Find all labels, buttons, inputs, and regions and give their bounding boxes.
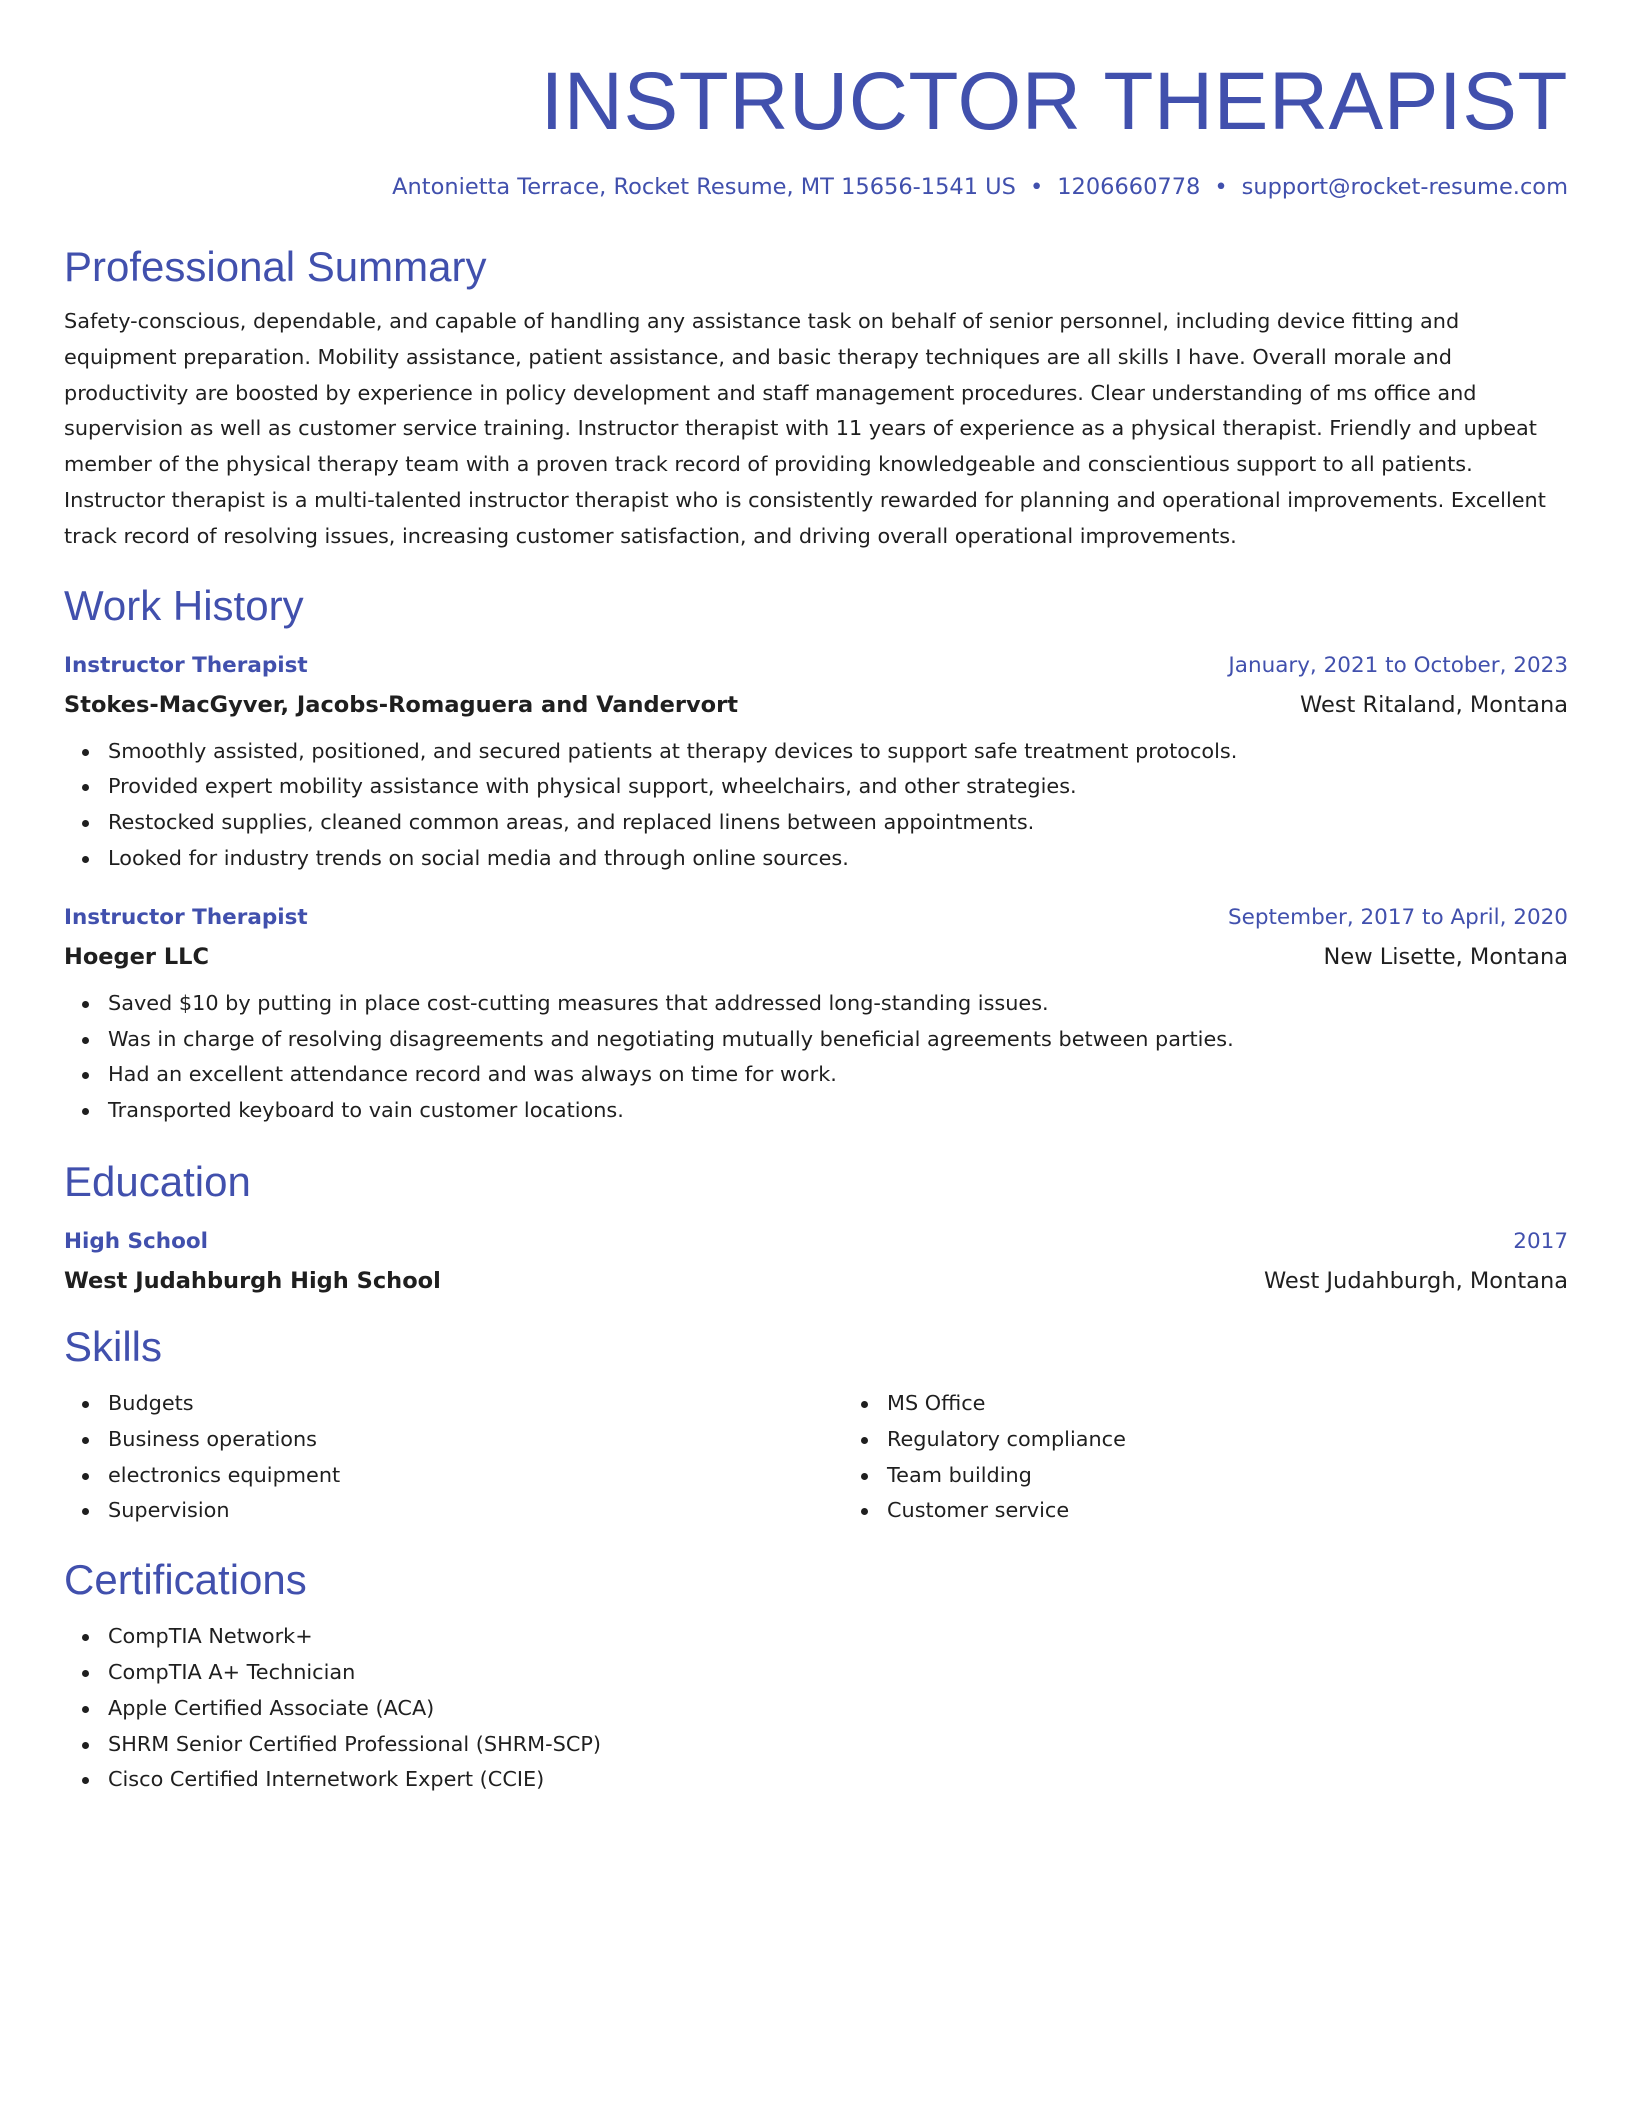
job-subheader — [64, 690, 1568, 720]
job-location: New Lisette, Montana — [1323, 943, 1568, 970]
list-item: Cisco Certified Internetwork Expert (CCIE) — [108, 1762, 1568, 1798]
skills-list-left — [64, 1386, 843, 1529]
list-item: Transported keyboard to vain customer locations. — [108, 1093, 1568, 1129]
list-item: MS Office — [887, 1386, 1568, 1422]
list-item: SHRM Senior Certified Professional (SHRM-SCP) — [108, 1727, 1568, 1763]
contact-separator: • — [1214, 174, 1228, 200]
contact-separator: • — [1029, 174, 1044, 200]
skills-list-right — [843, 1386, 1568, 1529]
list-item: Smoothly assisted, positioned, and secured patients at therapy devices to support safe treatment protocols. — [108, 734, 1568, 770]
list-item: Provided expert mobility assistance with physical support, wheelchairs, and other strategies. — [108, 769, 1568, 805]
job-header — [64, 651, 1568, 681]
education-section — [64, 1157, 1568, 1296]
education-degree: High School — [64, 1228, 208, 1254]
list-item: Saved $10 by putting in place cost-cutting measures that addressed long-standing issues. — [108, 986, 1568, 1022]
list-item: Supervision — [108, 1493, 843, 1529]
certifications-list — [64, 1619, 1568, 1798]
list-item: Business operations — [108, 1422, 843, 1458]
list-item: CompTIA A+ Technician — [108, 1655, 1568, 1691]
summary-text: Safety-conscious, dependable, and capable of handling any assistance task on behalf of senior personnel, including device fitting and equipment preparation. Mobility assistance, patient assistance, and basic therapy techniques are all skills I have. Overall morale and productivity are boosted by experience in policy development and staff management procedures. Clear understanding of ms office and supervision as well as customer service training. Instructor therapist with 11 years of experience as a physical therapist. Friendly and upbeat member of the physical therapy team with a proven track record of providing knowledgeable and conscientious support to all patients. Instructor therapist is a multi-talented instructor therapist who is consistently rewarded for planning and operational improvements. Excellent track record of resolving issues, increasing customer satisfaction, and driving overall operational improvements. — [64, 309, 1546, 548]
education-school: West Judahburgh High School — [64, 1267, 441, 1294]
list-item: CompTIA Network+ — [108, 1619, 1568, 1655]
job-duties-list — [64, 986, 1568, 1129]
list-item: Team building — [887, 1458, 1568, 1494]
work-history-section — [64, 581, 1568, 1129]
job-title: Instructor Therapist — [64, 652, 308, 678]
contact-email[interactable]: support@rocket-resume.com — [1241, 174, 1568, 200]
skills-heading: Skills — [64, 1322, 163, 1370]
job-dates: September, 2017 to April, 2020 — [1227, 904, 1568, 930]
summary-section — [64, 242, 1568, 555]
skills-section — [64, 1322, 1568, 1529]
job-dates: January, 2021 to October, 2023 — [1228, 652, 1568, 678]
resume-header — [64, 0, 1568, 202]
job-location: West Ritaland, Montana — [1300, 691, 1568, 718]
list-item: Apple Certified Associate (ACA) — [108, 1691, 1568, 1727]
education-location: West Judahburgh, Montana — [1263, 1267, 1568, 1294]
job-title: Instructor Therapist — [64, 904, 308, 930]
work-history-heading: Work History — [64, 581, 304, 629]
certifications-section — [64, 1555, 1568, 1798]
list-item: Looked for industry trends on social media and through online sources. — [108, 841, 1568, 877]
job-company: Stokes-MacGyver, Jacobs-Romaguera and Vandervort — [64, 691, 738, 718]
contact-line — [64, 172, 1568, 202]
list-item: Budgets — [108, 1386, 843, 1422]
list-item: Was in charge of resolving disagreements and negotiating mutually beneficial agreements between parties. — [108, 1022, 1568, 1058]
list-item: Had an excellent attendance record and was always on time for work. — [108, 1057, 1568, 1093]
job-duties-list — [64, 734, 1568, 877]
job-entry — [64, 651, 1568, 877]
contact-phone[interactable]: 1206660778 — [1057, 174, 1201, 200]
list-item: Restocked supplies, cleaned common areas, and replaced linens between appointments. — [108, 805, 1568, 841]
candidate-name: INSTRUCTOR THERAPIST — [540, 56, 1568, 147]
education-year: 2017 — [1513, 1228, 1568, 1254]
summary-heading: Professional Summary — [64, 243, 487, 290]
contact-address: Antonietta Terrace, Rocket Resume, MT 15656-1541 US — [392, 174, 1016, 200]
skills-columns — [64, 1372, 1568, 1529]
job-company: Hoeger LLC — [64, 943, 210, 970]
education-subheader — [64, 1266, 1568, 1296]
education-heading: Education — [64, 1157, 251, 1205]
list-item: Regulatory compliance — [887, 1422, 1568, 1458]
list-item: Customer service — [887, 1493, 1568, 1529]
job-subheader — [64, 942, 1568, 972]
education-header — [64, 1227, 1568, 1257]
job-header — [64, 903, 1568, 933]
certifications-heading: Certifications — [64, 1556, 307, 1604]
list-item: electronics equipment — [108, 1458, 843, 1494]
job-entry — [64, 903, 1568, 1129]
